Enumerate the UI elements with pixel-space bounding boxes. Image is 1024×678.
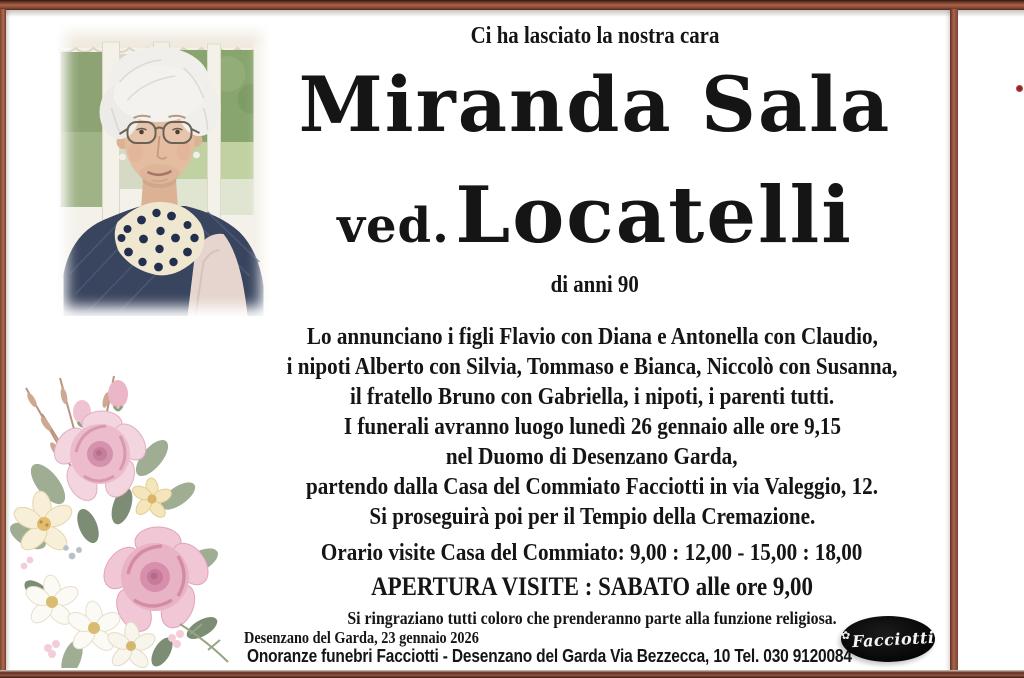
- flower-bouquet-image: [2, 366, 242, 668]
- dateline: Desenzano del Garda, 23 gennaio 2026: [244, 628, 479, 647]
- obituary-header-line: Ci ha lasciato la nostra cara: [470, 23, 720, 49]
- age-line: di anni 90: [550, 272, 640, 298]
- frame-bottom-bar: [0, 670, 1024, 678]
- visit-opening-line: APERTURA VISITE : SABATO alle ore 9,00: [371, 572, 813, 601]
- funeral-date-line: I funerali avranno luogo lunedì 26 gennaio alle ore 9,15: [343, 414, 841, 440]
- cremation-line: Si proseguirà poi per il Tempio della Cremazione.: [369, 504, 815, 530]
- deceased-surname: Locatelli: [455, 170, 853, 261]
- deceased-surname-line: [270, 168, 920, 285]
- portrait-photo: [57, 24, 270, 316]
- logo-flower-icon: ✿: [841, 629, 851, 642]
- frame-top-bar: [0, 0, 1024, 10]
- red-dot-marker: [1016, 85, 1023, 92]
- deceased-name: Miranda Sala: [298, 60, 892, 149]
- announcement-line: i nipoti Alberto con Silvia, Tommaso e Bianca, Niccolò con Susanna,: [286, 354, 898, 380]
- logo-text: Facciotti: [851, 627, 936, 651]
- portrait-photo-image: [57, 24, 270, 316]
- visit-hours-line: Orario visite Casa del Commiato: 9,00 : 12,00 - 15,00 : 18,00: [321, 540, 863, 566]
- thanks-line: Si ringraziano tutti coloro che prenderanno parte alla funzione religiosa.: [347, 608, 837, 628]
- announcement-line: Lo annunciano i figli Flavio con Diana e Antonella con Claudio,: [306, 324, 878, 350]
- departure-line: partendo dalla Casa del Commiato Facciotti in via Valeggio, 12.: [306, 474, 878, 500]
- agency-line: Onoranze funebri Facciotti - Desenzano del Garda Via Bezzecca, 10 Tel. 030 9120084: [247, 646, 852, 666]
- facciotti-logo: [841, 616, 935, 662]
- funeral-place-line: nel Duomo di Desenzano Garda,: [446, 444, 738, 470]
- deceased-name-prefix: ved.: [337, 198, 450, 254]
- announcement-body: [230, 322, 954, 629]
- announcement-line: il fratello Bruno con Gabriella, i nipoti, i parenti tutti.: [349, 384, 835, 410]
